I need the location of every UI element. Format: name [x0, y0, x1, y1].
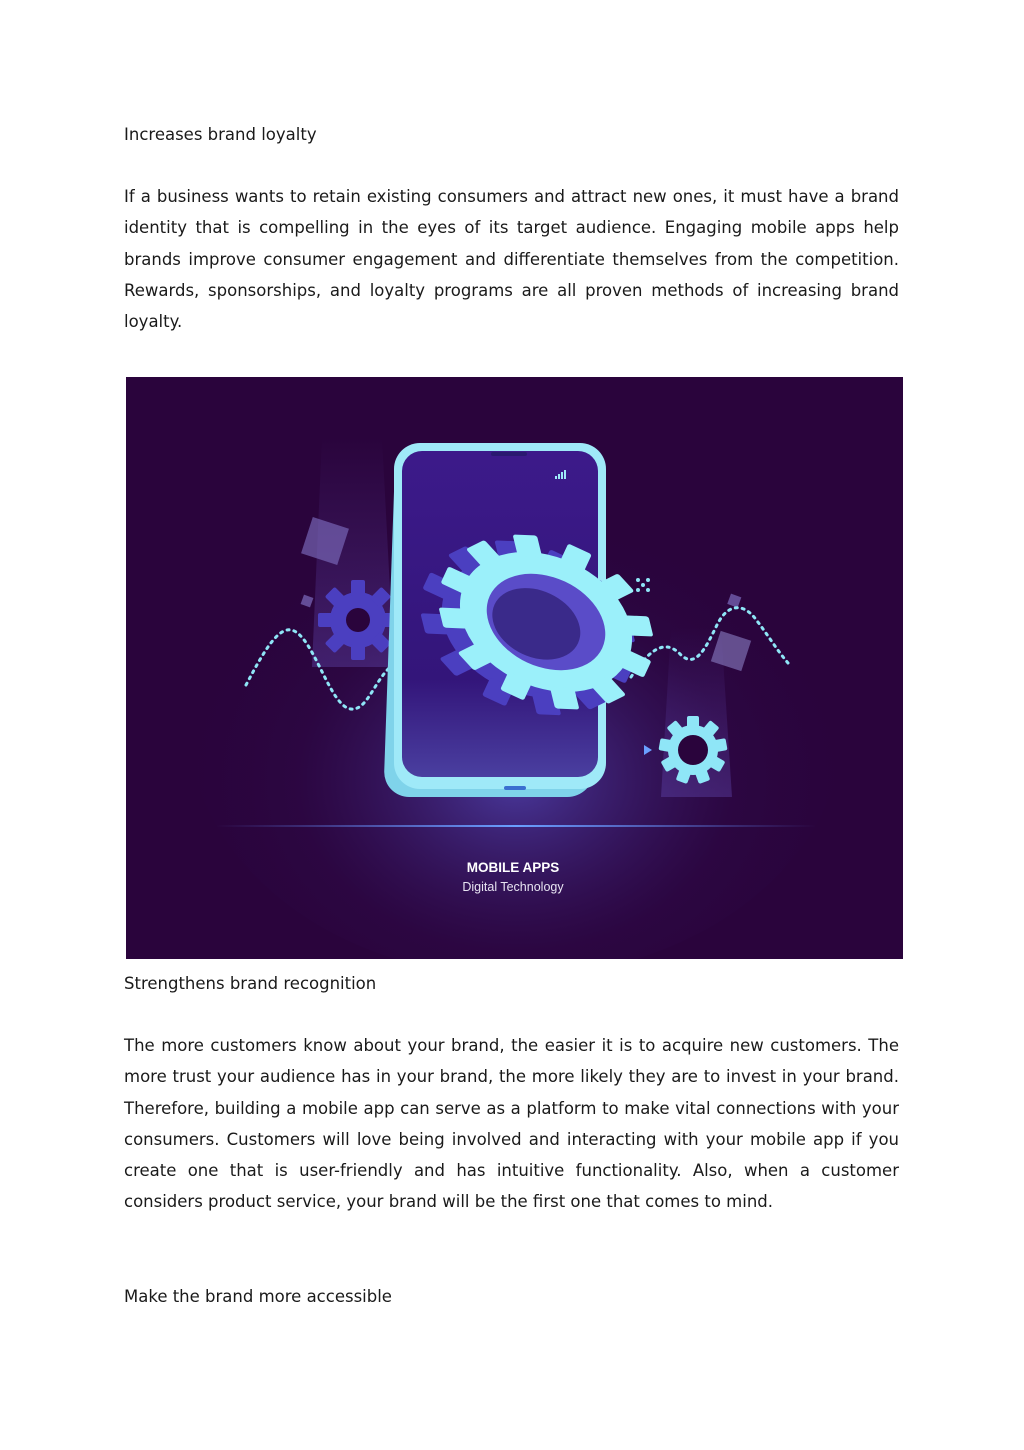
- paragraph-brand-loyalty: If a business wants to retain existing consumers and attract new ones, it must have a brand identity that is compelling in the eyes of its target audience. Engaging mobile apps help brands improve consumer engagement and differentiate themselves from the competition. Rewards, sponsorships, and loyalty programs are all proven methods of increasing brand loyalty.: [124, 187, 899, 332]
- mobile-apps-illustration: [126, 377, 903, 959]
- heading-make-brand-accessible: Make the brand more accessible: [124, 1287, 392, 1306]
- phone-home-bar: [504, 786, 526, 790]
- illustration-svg: [126, 377, 903, 959]
- floor-line: [216, 825, 816, 827]
- heading-strengthens-brand-recognition: Strengthens brand recognition: [124, 974, 377, 993]
- paragraph-brand-recognition: The more customers know about your brand, the easier it is to acquire new customers. The more trust your audience has in your brand, the more likely they are to invest in your brand. Therefore, building a mobile app can serve as a platform to make vital connections with your consumers. Customers will love being involved and interacting with your mobile app if you create one that is user-friendly and has intuitive functionality. Also, when a customer considers product service, your brand will be the first one that comes to mind.: [124, 1036, 899, 1212]
- illustration-subtitle: Digital Technology: [462, 880, 564, 894]
- purple-gear-left: [318, 580, 398, 660]
- heading-increases-brand-loyalty: Increases brand loyalty: [124, 125, 317, 144]
- phone-speaker: [491, 452, 527, 456]
- illustration-title: MOBILE APPS: [466, 860, 560, 875]
